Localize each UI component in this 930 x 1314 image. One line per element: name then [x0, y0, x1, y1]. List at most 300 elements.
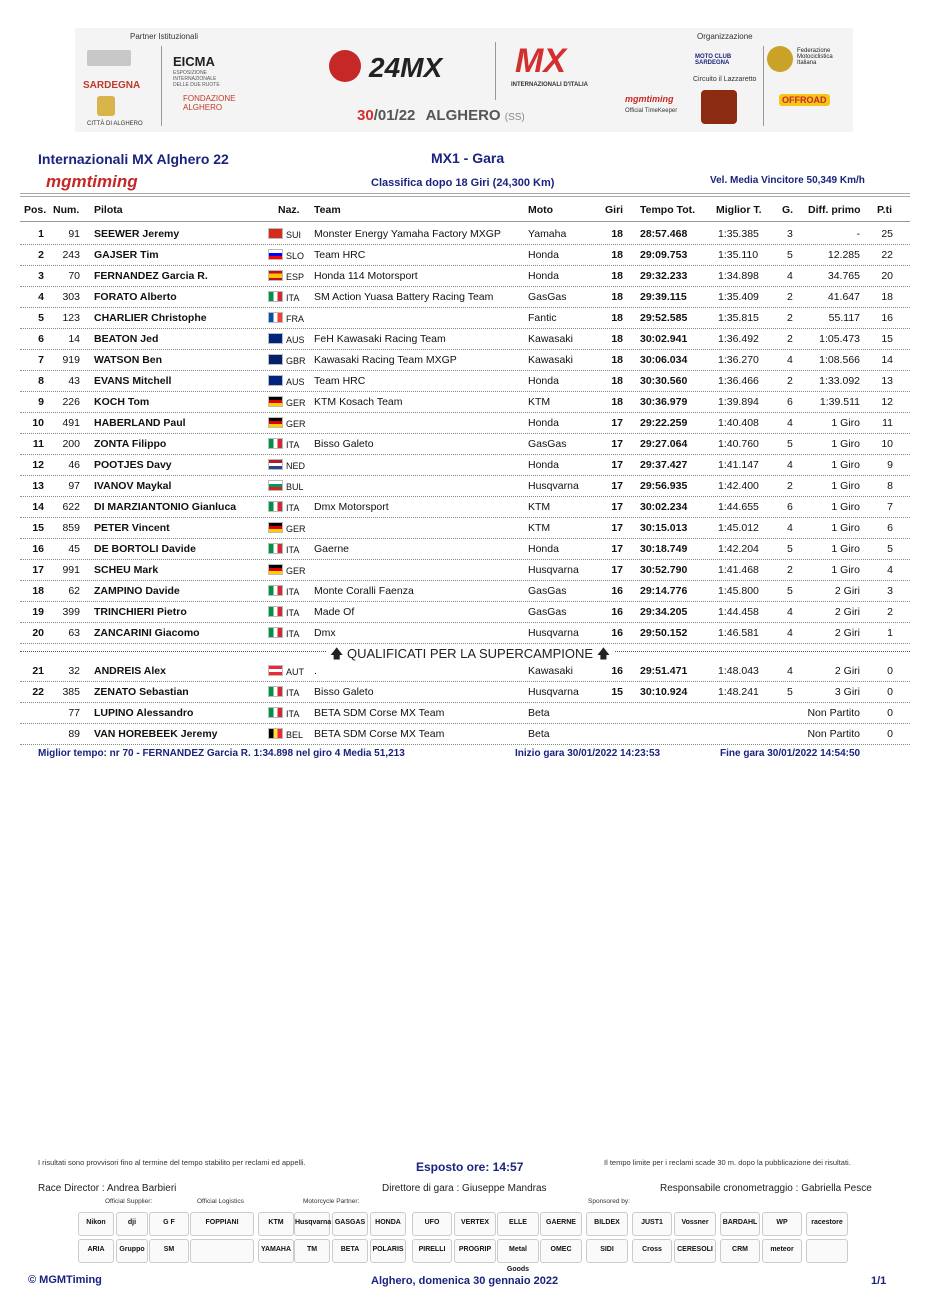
cell-pti: 14	[881, 354, 893, 366]
cell-team: SM Action Yuasa Battery Racing Team	[314, 291, 494, 303]
cell-moto: Husqvarna	[528, 564, 579, 576]
cell-moto: GasGas	[528, 606, 567, 618]
cell-diff: 2 Giri	[834, 665, 860, 677]
cell-diff: 34.765	[827, 270, 860, 282]
eicma-logo: EICMA	[173, 54, 215, 69]
cell-miglior: 1:35.409	[718, 291, 759, 303]
sponsor-logo: meteor	[762, 1239, 802, 1263]
table-row	[20, 413, 910, 434]
cell-tempo: 28:57.468	[640, 228, 688, 240]
cell-pos: 7	[38, 354, 44, 366]
table-row	[20, 682, 910, 703]
cell-pti: 20	[881, 270, 893, 282]
cell-pos: 20	[32, 627, 44, 639]
circuito-label: Circuito il Lazzaretto	[693, 76, 757, 83]
sardegna-logo: SARDEGNA	[83, 80, 141, 91]
cell-pti: 2	[887, 606, 893, 618]
cell-diff: -	[856, 228, 860, 240]
cell-pti: 0	[887, 686, 893, 698]
cell-team: .	[314, 665, 317, 677]
flag-icon	[268, 333, 283, 344]
cell-num: 43	[68, 375, 80, 387]
flag-icon	[268, 627, 283, 638]
citta-logo: CITTÀ DI ALGHERO	[87, 121, 143, 127]
cell-pilota: SEEWER Jeremy	[94, 228, 180, 240]
sponsor-logo: WP	[762, 1212, 802, 1236]
cell-diff: 1 Giro	[831, 543, 860, 555]
naz-code: BEL	[286, 730, 304, 740]
cell-naz	[268, 354, 306, 366]
sponsor-logo: ELLE	[497, 1212, 539, 1236]
flag-icon	[268, 585, 283, 596]
cell-team: Dmx	[314, 627, 336, 639]
flag-icon	[268, 270, 283, 281]
header-banner	[75, 28, 853, 132]
cell-num: 226	[62, 396, 80, 408]
cell-pti: 15	[881, 333, 893, 345]
event-date-rest: /01/22	[373, 107, 416, 124]
cell-miglior: 1:34.898	[718, 270, 759, 282]
cell-team: Team HRC	[314, 375, 366, 387]
sponsor-logo: PIRELLI	[412, 1239, 452, 1263]
naz-code: GER	[286, 566, 306, 576]
cell-num: 14	[68, 333, 80, 345]
sponsor-group-label: Sponsored by:	[588, 1198, 630, 1205]
place-date: Alghero, domenica 30 gennaio 2022	[371, 1275, 559, 1287]
cell-num: 89	[68, 728, 80, 740]
sponsor-logo: Cross	[632, 1239, 672, 1263]
cell-team: Team HRC	[314, 249, 366, 261]
cell-pilota: ZANCARINI Giacomo	[94, 627, 200, 639]
page-number: 1/1	[871, 1275, 887, 1287]
cell-naz	[268, 728, 303, 740]
cell-pti: 13	[881, 375, 893, 387]
cell-diff: 1 Giro	[831, 522, 860, 534]
table-row	[20, 581, 910, 602]
cell-giri: 18	[611, 270, 623, 282]
sponsor-group-label: Official Logistics	[197, 1198, 244, 1205]
naz-code: NED	[286, 461, 306, 471]
cell-naz	[268, 564, 306, 576]
cell-num: 97	[68, 480, 80, 492]
cell-num: 991	[62, 564, 80, 576]
flag-icon	[268, 291, 283, 302]
sponsor-logo: Gruppo	[116, 1239, 148, 1263]
cell-tempo: 29:14.776	[640, 585, 688, 597]
cell-moto: Honda	[528, 249, 559, 261]
flag-icon	[268, 312, 283, 323]
cell-tempo: 30:18.749	[640, 543, 688, 555]
cell-diff: 1 Giro	[831, 417, 860, 429]
sponsor-logo: Metal Goods	[497, 1239, 539, 1263]
cell-moto: Fantic	[528, 312, 557, 324]
cell-moto: GasGas	[528, 585, 567, 597]
cell-num: 243	[62, 249, 80, 261]
naz-code: ITA	[286, 688, 300, 698]
cell-giri: 16	[611, 606, 623, 618]
cell-pos: 2	[38, 249, 44, 261]
cell-naz	[268, 270, 304, 282]
cell-g: 2	[787, 564, 793, 576]
cell-naz	[268, 501, 299, 513]
cell-pti: 11	[882, 417, 893, 429]
fmi-emblem-icon	[767, 46, 793, 72]
cell-team: FeH Kawasaki Racing Team	[314, 333, 446, 345]
partner-label: Partner Istituzionali	[130, 32, 199, 41]
table-row	[20, 476, 910, 497]
naz-code: ITA	[286, 629, 300, 639]
up-arrow-icon: 🡅	[596, 646, 611, 661]
cell-giri: 17	[611, 459, 623, 471]
sponsor-logo: HONDA	[370, 1212, 406, 1236]
cell-num: 77	[68, 707, 80, 719]
cell-tempo: 29:32.233	[640, 270, 688, 282]
table-row	[20, 308, 910, 329]
cell-pilota: ZONTA Filippo	[94, 438, 167, 450]
cell-pilota: ZENATO Sebastian	[94, 686, 189, 698]
cell-moto: Honda	[528, 459, 559, 471]
cell-tempo: 29:50.152	[640, 627, 688, 639]
naz-code: ITA	[286, 293, 300, 303]
sponsor-group-label: Motorcycle Partner:	[303, 1198, 360, 1205]
col-tempo: Tempo Tot.	[640, 204, 696, 216]
cell-moto: Kawasaki	[528, 665, 573, 677]
cell-diff: Non Partito	[807, 707, 860, 719]
cell-g: 2	[787, 312, 793, 324]
sponsor-logo: ARIA	[78, 1239, 114, 1263]
cell-giri: 18	[611, 291, 623, 303]
sponsor-logo	[806, 1239, 848, 1263]
cell-miglior: 1:41.147	[718, 459, 759, 471]
cell-pos: 12	[32, 459, 44, 471]
cell-pos: 9	[38, 396, 44, 408]
cell-naz	[268, 627, 299, 639]
cell-num: 622	[62, 501, 80, 513]
cell-tempo: 30:02.941	[640, 333, 688, 345]
sardegna-crest-icon	[87, 50, 131, 66]
cell-giri: 18	[611, 354, 623, 366]
table-row	[20, 703, 910, 724]
cell-pilota: BEATON Jed	[94, 333, 159, 345]
sponsor-group-label: Official Supplier:	[105, 1198, 153, 1205]
cell-g: 5	[787, 585, 793, 597]
cell-pilota: SCHEU Mark	[94, 564, 159, 576]
cell-g: 6	[787, 501, 793, 513]
table-row	[20, 518, 910, 539]
cell-g: 5	[787, 438, 793, 450]
cell-moto: Beta	[528, 728, 550, 740]
naz-code: BUL	[286, 482, 304, 492]
header-rule	[20, 196, 910, 197]
cell-pti: 18	[881, 291, 893, 303]
cell-pos: 16	[32, 543, 44, 555]
sponsor-logo: Husqvarna	[294, 1212, 330, 1236]
cell-miglior: 1:46.581	[718, 627, 759, 639]
sponsor-logo: OMEC	[540, 1239, 582, 1263]
cell-num: 385	[62, 686, 80, 698]
cell-tempo: 30:15.013	[640, 522, 688, 534]
flag-icon	[268, 480, 283, 491]
sponsor-logo: GASGAS	[332, 1212, 368, 1236]
event-date	[357, 107, 525, 124]
cell-moto: Husqvarna	[528, 627, 579, 639]
naz-code: ITA	[286, 440, 300, 450]
cell-pilota: GAJSER Tim	[94, 249, 159, 261]
cell-giri: 18	[611, 228, 623, 240]
cell-naz	[268, 543, 299, 555]
cell-moto: Beta	[528, 707, 550, 719]
cell-moto: GasGas	[528, 291, 567, 303]
cell-g: 4	[787, 354, 793, 366]
event-title: Internazionali MX Alghero 22	[38, 151, 229, 167]
col-g: G.	[782, 204, 794, 216]
cell-miglior: 1:36.270	[718, 354, 759, 366]
flag-icon	[268, 354, 283, 365]
cell-num: 32	[68, 665, 80, 677]
cell-pos: 22	[32, 686, 44, 698]
cell-naz	[268, 333, 305, 345]
header-rule	[20, 221, 910, 222]
cell-giri: 17	[611, 564, 623, 576]
cell-diff: 1 Giro	[831, 459, 860, 471]
cell-pti: 5	[887, 543, 893, 555]
cell-num: 91	[68, 228, 80, 240]
cell-moto: Honda	[528, 375, 559, 387]
race-title: MX1 - Gara	[431, 150, 505, 166]
lazzaretto-rooster-icon	[701, 90, 737, 124]
naz-code: SLO	[286, 251, 305, 261]
org-label: Organizzazione	[697, 32, 753, 41]
cell-pos: 21	[32, 665, 44, 677]
naz-code: GER	[286, 419, 306, 429]
header-rule	[20, 193, 910, 194]
flag-icon	[268, 438, 283, 449]
cell-g: 2	[787, 375, 793, 387]
naz-code: GER	[286, 398, 306, 408]
cell-moto: KTM	[528, 522, 551, 534]
cell-pti: 0	[887, 665, 893, 677]
sponsor-logo: BETA	[332, 1239, 368, 1263]
mgmtiming-logo: mgmtiming	[46, 172, 138, 191]
cell-pilota: DE BORTOLI Davide	[94, 543, 196, 555]
copyright: © MGMTiming	[28, 1274, 102, 1286]
cell-team: BETA SDM Corse MX Team	[314, 728, 445, 740]
cell-naz	[268, 312, 304, 324]
cell-miglior: 1:48.241	[718, 686, 759, 698]
sponsor-logo: KTM	[258, 1212, 294, 1236]
cell-pti: 4	[887, 564, 893, 576]
cell-tempo: 30:06.034	[640, 354, 688, 366]
naz-code: AUS	[286, 335, 305, 345]
cell-pos: 17	[32, 564, 44, 576]
cell-diff: 1 Giro	[831, 564, 860, 576]
flag-icon	[268, 728, 283, 739]
sponsor-logo: BARDAHL	[720, 1212, 760, 1236]
cell-g: 2	[787, 333, 793, 345]
cell-miglior: 1:36.466	[718, 375, 759, 387]
cell-team: KTM Kosach Team	[314, 396, 403, 408]
cell-naz	[268, 417, 306, 429]
table-row	[20, 434, 910, 455]
cell-moto: Kawasaki	[528, 354, 573, 366]
cell-pti: 22	[881, 249, 893, 261]
cell-tempo: 30:36.979	[640, 396, 688, 408]
divider	[161, 46, 162, 126]
flag-icon	[268, 459, 283, 470]
cell-giri: 18	[611, 333, 623, 345]
table-row	[20, 539, 910, 560]
table-row	[20, 497, 910, 518]
naz-code: SUI	[286, 230, 302, 240]
cell-pos: 11	[32, 438, 44, 450]
winner-speed: Vel. Media Vincitore 50,349 Km/h	[710, 175, 865, 186]
cell-miglior: 1:42.204	[718, 543, 759, 555]
divider	[763, 46, 764, 126]
cell-g: 5	[787, 686, 793, 698]
direttore-gara: Direttore di gara : Giuseppe Mandras	[382, 1183, 547, 1194]
moto-club-logo: MOTO CLUB SARDEGNA	[695, 54, 732, 66]
sponsor-logo: FOPPIANI	[190, 1212, 254, 1236]
cell-miglior: 1:44.655	[718, 501, 759, 513]
cell-num: 123	[62, 312, 80, 324]
sponsor-logo: Vossner	[674, 1212, 716, 1236]
sponsor-logo: CERESOLI	[674, 1239, 716, 1263]
cell-pti: 1	[887, 627, 893, 639]
best-lap-summary: Miglior tempo: nr 70 - FERNANDEZ Garcia R. 1:34.898 nel giro 4 Media 51,213	[38, 748, 405, 759]
naz-code: AUT	[286, 667, 304, 677]
col-team: Team	[314, 204, 341, 216]
cell-moto: GasGas	[528, 438, 567, 450]
sponsor-logo: TM	[294, 1239, 330, 1263]
cell-pos: 1	[38, 228, 44, 240]
cell-tempo: 29:22.259	[640, 417, 688, 429]
cell-giri: 18	[611, 312, 623, 324]
cell-diff: 2 Giri	[834, 627, 860, 639]
cell-naz	[268, 375, 305, 387]
cell-moto: Yamaha	[528, 228, 567, 240]
col-pos: Pos.	[24, 204, 47, 216]
sponsor-logo: UFO	[412, 1212, 452, 1236]
table-row	[20, 623, 910, 644]
cell-pilota: EVANS Mitchell	[94, 375, 172, 387]
cell-tempo: 30:52.790	[640, 564, 688, 576]
cell-pti: 10	[881, 438, 893, 450]
cell-moto: KTM	[528, 501, 551, 513]
cell-diff: 12.285	[827, 249, 860, 261]
race-end: Fine gara 30/01/2022 14:54:50	[720, 748, 861, 759]
cell-diff: 1 Giro	[831, 501, 860, 513]
table-row	[20, 661, 910, 682]
sponsor-logo: dji	[116, 1212, 148, 1236]
sponsor-logo: GAERNE	[540, 1212, 582, 1236]
flag-icon	[268, 606, 283, 617]
cell-giri: 17	[611, 438, 623, 450]
cell-pti: 6	[887, 522, 893, 534]
col-miglior: Miglior T.	[716, 204, 762, 216]
table-row	[20, 371, 910, 392]
cell-team: Bisso Galeto	[314, 438, 374, 450]
sponsor-logo: CRM	[720, 1239, 760, 1263]
table-row	[20, 724, 910, 745]
sponsor-logo: PROGRIP	[454, 1239, 496, 1263]
cell-team: Bisso Galeto	[314, 686, 374, 698]
fondazione-logo: FONDAZIONE ALGHERO	[183, 94, 236, 112]
cell-naz	[268, 249, 304, 261]
mgmtiming-small-logo: mgmtiming	[625, 94, 674, 104]
cell-giri: 17	[611, 480, 623, 492]
cell-moto: Kawasaki	[528, 333, 573, 345]
cell-giri: 15	[611, 686, 623, 698]
flag-icon	[268, 228, 283, 239]
cell-g: 4	[787, 459, 793, 471]
cell-tempo: 29:37.427	[640, 459, 688, 471]
cell-miglior: 1:35.385	[718, 228, 759, 240]
cell-miglior: 1:45.012	[718, 522, 759, 534]
table-row	[20, 455, 910, 476]
eicma-subtitle: ESPOSIZIONE INTERNAZIONALE DELLE DUE RUOTE	[173, 70, 220, 88]
cell-g: 5	[787, 543, 793, 555]
24mx-icon	[329, 50, 361, 82]
cell-naz	[268, 480, 304, 492]
cell-pilota: POOTJES Davy	[94, 459, 172, 471]
cell-g: 4	[787, 627, 793, 639]
cell-tempo: 29:56.935	[640, 480, 688, 492]
cell-num: 919	[62, 354, 80, 366]
cell-diff: 1:08.566	[819, 354, 860, 366]
cell-miglior: 1:45.800	[718, 585, 759, 597]
cell-g: 5	[787, 249, 793, 261]
cell-team: Dmx Motorsport	[314, 501, 389, 513]
cell-pilota: DI MARZIANTONIO Gianluca	[94, 501, 237, 513]
cell-g: 6	[787, 396, 793, 408]
cell-g: 4	[787, 417, 793, 429]
cell-diff: 1:39.511	[819, 396, 860, 408]
table-row	[20, 245, 910, 266]
cell-num: 46	[68, 459, 80, 471]
cell-pos: 13	[32, 480, 44, 492]
cell-tempo: 30:10.924	[640, 686, 688, 698]
cell-g: 4	[787, 665, 793, 677]
cell-miglior: 1:35.110	[718, 249, 759, 261]
cell-num: 399	[62, 606, 80, 618]
classifica-label: Classifica dopo 18 Giri (24,300 Km)	[371, 177, 555, 189]
cell-diff: 41.647	[827, 291, 860, 303]
sponsor-logo: BILDEX	[586, 1212, 628, 1236]
cell-diff: 1 Giro	[831, 480, 860, 492]
cell-pti: 8	[887, 480, 893, 492]
cell-pos: 19	[32, 606, 44, 618]
cell-team: Monte Coralli Faenza	[314, 585, 414, 597]
cell-giri: 18	[611, 375, 623, 387]
flag-icon	[268, 564, 283, 575]
naz-code: ITA	[286, 608, 300, 618]
naz-code: AUS	[286, 377, 305, 387]
cell-pti: 16	[881, 312, 893, 324]
cell-pilota: ANDREIS Alex	[94, 665, 166, 677]
col-diff: Diff. primo	[808, 204, 861, 216]
table-row	[20, 350, 910, 371]
table-row	[20, 329, 910, 350]
col-pilota: Pilota	[94, 204, 123, 216]
cell-pos: 10	[32, 417, 44, 429]
flag-icon	[268, 665, 283, 676]
cell-pilota: CHARLIER Christophe	[94, 312, 207, 324]
cell-naz	[268, 606, 299, 618]
cell-g: 4	[787, 606, 793, 618]
cell-g: 4	[787, 270, 793, 282]
sponsor-logo	[190, 1239, 254, 1263]
cell-naz	[268, 665, 304, 677]
